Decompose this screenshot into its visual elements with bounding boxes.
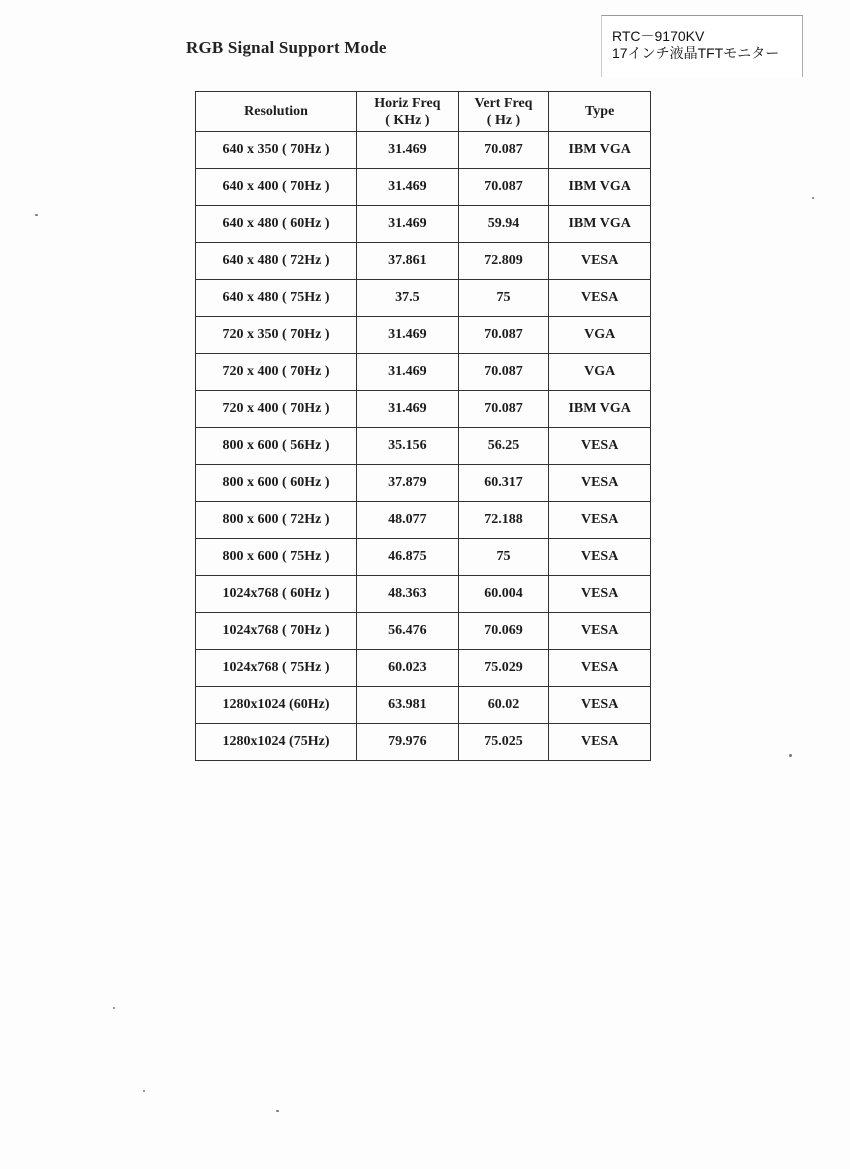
cell-horiz-freq: 31.469 (357, 391, 459, 428)
header-horiz-freq-label: Horiz Freq (374, 95, 441, 111)
header-resolution (196, 92, 357, 132)
cell-vert-freq: 75.029 (458, 650, 549, 687)
cell-vert-freq: 75 (458, 280, 549, 317)
cell-resolution: 1024x768 ( 60Hz ) (196, 576, 357, 613)
cell-horiz-freq: 31.469 (357, 169, 459, 206)
cell-resolution: 640 x 480 ( 72Hz ) (196, 243, 357, 280)
cell-vert-freq: 70.087 (458, 391, 549, 428)
cell-resolution: 800 x 600 ( 75Hz ) (196, 539, 357, 576)
cell-resolution: 720 x 400 ( 70Hz ) (196, 391, 357, 428)
cell-type: VESA (549, 502, 651, 539)
model-description: 17インチ液晶TFTモニター (612, 45, 780, 61)
table-row (196, 502, 651, 539)
signal-mode-table (195, 91, 651, 761)
cell-horiz-freq: 31.469 (357, 354, 459, 391)
table-row (196, 354, 651, 391)
table-row (196, 206, 651, 243)
cell-vert-freq: 60.02 (458, 687, 549, 724)
header-type-label: Type (584, 104, 615, 119)
header-vert-freq (458, 92, 549, 132)
scan-speck (276, 1110, 279, 1112)
table-row (196, 724, 651, 761)
cell-vert-freq: 70.087 (458, 132, 549, 169)
cell-type: IBM VGA (549, 391, 651, 428)
cell-vert-freq: 72.188 (458, 502, 549, 539)
scan-speck (143, 1090, 145, 1092)
cell-horiz-freq: 48.363 (357, 576, 459, 613)
cell-vert-freq: 60.317 (458, 465, 549, 502)
cell-resolution: 640 x 480 ( 75Hz ) (196, 280, 357, 317)
cell-vert-freq: 75.025 (458, 724, 549, 761)
cell-horiz-freq: 79.976 (357, 724, 459, 761)
table-row (196, 280, 651, 317)
cell-horiz-freq: 37.879 (357, 465, 459, 502)
header-horiz-freq-unit: ( KHz ) (385, 112, 430, 128)
cell-vert-freq: 70.087 (458, 354, 549, 391)
cell-resolution: 1024x768 ( 75Hz ) (196, 650, 357, 687)
cell-horiz-freq: 48.077 (357, 502, 459, 539)
scan-speck (35, 214, 38, 216)
header-vert-freq-label: Vert Freq (474, 95, 533, 111)
cell-vert-freq: 72.809 (458, 243, 549, 280)
header-vert-freq-unit: ( Hz ) (486, 112, 521, 128)
cell-type: IBM VGA (549, 206, 651, 243)
scan-speck (789, 754, 792, 757)
cell-horiz-freq: 37.5 (357, 280, 459, 317)
table-row (196, 539, 651, 576)
cell-type: IBM VGA (549, 169, 651, 206)
header-horiz-freq (357, 92, 459, 132)
cell-type: VESA (549, 613, 651, 650)
scan-speck (812, 197, 814, 199)
cell-resolution: 640 x 350 ( 70Hz ) (196, 132, 357, 169)
cell-horiz-freq: 63.981 (357, 687, 459, 724)
cell-vert-freq: 70.087 (458, 169, 549, 206)
cell-resolution: 800 x 600 ( 56Hz ) (196, 428, 357, 465)
table-row (196, 169, 651, 206)
cell-vert-freq: 75 (458, 539, 549, 576)
cell-resolution: 640 x 400 ( 70Hz ) (196, 169, 357, 206)
cell-resolution: 1280x1024 (60Hz) (196, 687, 357, 724)
cell-horiz-freq: 31.469 (357, 317, 459, 354)
cell-resolution: 1024x768 ( 70Hz ) (196, 613, 357, 650)
table-row (196, 317, 651, 354)
cell-type: VESA (549, 724, 651, 761)
table-row (196, 132, 651, 169)
cell-resolution: 720 x 400 ( 70Hz ) (196, 354, 357, 391)
cell-type: VESA (549, 650, 651, 687)
cell-type: VESA (549, 539, 651, 576)
model-number: RTC－9170KV (612, 28, 705, 44)
cell-type: VESA (549, 576, 651, 613)
table-row (196, 391, 651, 428)
cell-horiz-freq: 31.469 (357, 132, 459, 169)
model-label (601, 15, 803, 77)
cell-type: VESA (549, 428, 651, 465)
table-row (196, 650, 651, 687)
table-row (196, 243, 651, 280)
cell-horiz-freq: 56.476 (357, 613, 459, 650)
header-resolution-label: Resolution (244, 104, 308, 119)
cell-horiz-freq: 35.156 (357, 428, 459, 465)
cell-horiz-freq: 60.023 (357, 650, 459, 687)
cell-horiz-freq: 46.875 (357, 539, 459, 576)
cell-vert-freq: 56.25 (458, 428, 549, 465)
table-row (196, 687, 651, 724)
cell-type: VESA (549, 280, 651, 317)
cell-vert-freq: 59.94 (458, 206, 549, 243)
cell-vert-freq: 70.087 (458, 317, 549, 354)
cell-type: IBM VGA (549, 132, 651, 169)
table-row (196, 428, 651, 465)
table-row (196, 576, 651, 613)
scan-speck (113, 1007, 115, 1009)
cell-resolution: 1280x1024 (75Hz) (196, 724, 357, 761)
cell-type: VGA (549, 317, 651, 354)
table-header-row (196, 92, 651, 132)
cell-resolution: 800 x 600 ( 60Hz ) (196, 465, 357, 502)
cell-type: VESA (549, 687, 651, 724)
cell-horiz-freq: 31.469 (357, 206, 459, 243)
cell-vert-freq: 70.069 (458, 613, 549, 650)
header-type (549, 92, 651, 132)
table-body (196, 132, 651, 761)
cell-vert-freq: 60.004 (458, 576, 549, 613)
cell-resolution: 640 x 480 ( 60Hz ) (196, 206, 357, 243)
table-row (196, 465, 651, 502)
cell-type: VESA (549, 243, 651, 280)
cell-type: VESA (549, 465, 651, 502)
cell-horiz-freq: 37.861 (357, 243, 459, 280)
table-row (196, 613, 651, 650)
cell-resolution: 800 x 600 ( 72Hz ) (196, 502, 357, 539)
cell-type: VGA (549, 354, 651, 391)
cell-resolution: 720 x 350 ( 70Hz ) (196, 317, 357, 354)
page-title: RGB Signal Support Mode (186, 38, 387, 57)
